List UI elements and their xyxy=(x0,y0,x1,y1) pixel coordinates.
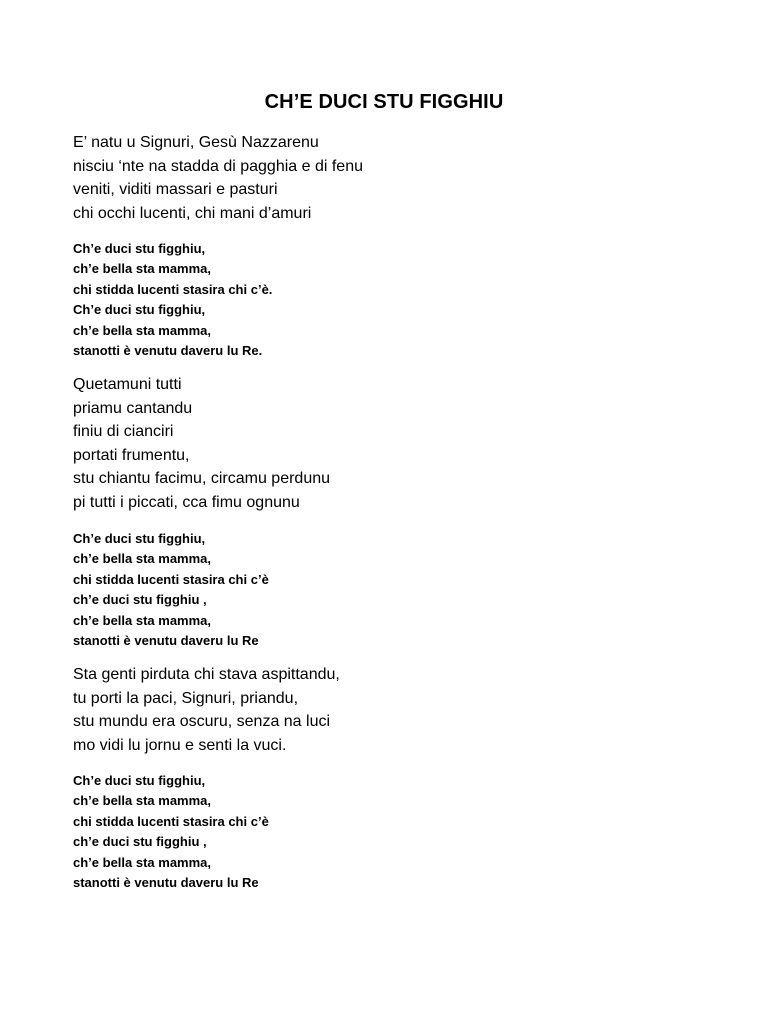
verse-line: pi tutti i piccati, cca fimu ognunu xyxy=(73,493,300,511)
chorus-2 xyxy=(73,529,713,651)
chorus-line: ch’e duci stu figghiu , xyxy=(73,592,207,608)
chorus-line: ch’e bella sta mamma, xyxy=(73,551,212,567)
verse-line: nisciu ‘nte na stadda di pagghia e di fenu xyxy=(73,157,363,175)
chorus-line: stanotti è venutu daveru lu Re xyxy=(73,633,259,649)
chorus-line: Ch’e duci stu figghiu, xyxy=(73,531,206,546)
chorus-line: ch’e bella sta mamma, xyxy=(73,793,212,809)
verse-line: stu mundu era oscuru, senza na luci xyxy=(73,713,331,731)
verse-line: chi occhi lucenti, chi mani d’amuri xyxy=(73,204,312,222)
verse-line: portati frumentu, xyxy=(73,446,190,464)
verse-line: Sta genti pirduta chi stava aspittandu, xyxy=(73,666,340,683)
chorus-line: ch’e bella sta mamma, xyxy=(73,322,212,338)
verse-line: priamu cantandu xyxy=(73,399,193,417)
chorus-line: ch’e duci stu figghiu , xyxy=(73,834,207,850)
page-title: CH’E DUCI STU FIGGHIU xyxy=(264,91,504,113)
verse-1 xyxy=(73,131,713,225)
chorus-line: Ch’e duci stu figghiu, xyxy=(73,241,206,256)
chorus-line: ch’e bella sta mamma, xyxy=(73,612,212,628)
verse-line: E’ natu u Signuri, Gesù Nazzarenu xyxy=(73,134,319,151)
chorus-line: ch’e bella sta mamma, xyxy=(73,261,212,277)
chorus-line: ch’e bella sta mamma, xyxy=(73,854,212,870)
chorus-line: stanotti è venutu daveru lu Re. xyxy=(73,343,263,359)
chorus-line: Ch’e duci stu figghiu, xyxy=(73,773,206,788)
chorus-3 xyxy=(73,771,713,893)
chorus-line: chi stidda lucenti stasira chi c’è xyxy=(73,813,269,829)
chorus-line: chi stidda lucenti stasira chi c’è. xyxy=(73,281,273,297)
verse-line: tu porti la paci, Signuri, priandu, xyxy=(73,689,299,707)
verse-line: Quetamuni tutti xyxy=(73,376,182,393)
verse-line: finiu di cianciri xyxy=(73,423,174,441)
chorus-line: chi stidda lucenti stasira chi c’è xyxy=(73,571,269,587)
verse-2 xyxy=(73,373,713,515)
verse-3 xyxy=(73,663,713,757)
verse-line: mo vidi lu jornu e senti la vuci. xyxy=(73,736,287,754)
verse-line: stu chiantu facimu, circamu perdunu xyxy=(73,470,331,488)
chorus-line: stanotti è venutu daveru lu Re xyxy=(73,875,259,891)
verse-line: veniti, viditi massari e pasturi xyxy=(73,181,278,199)
chorus-1 xyxy=(73,239,713,361)
chorus-line: Ch’e duci stu figghiu, xyxy=(73,302,206,318)
